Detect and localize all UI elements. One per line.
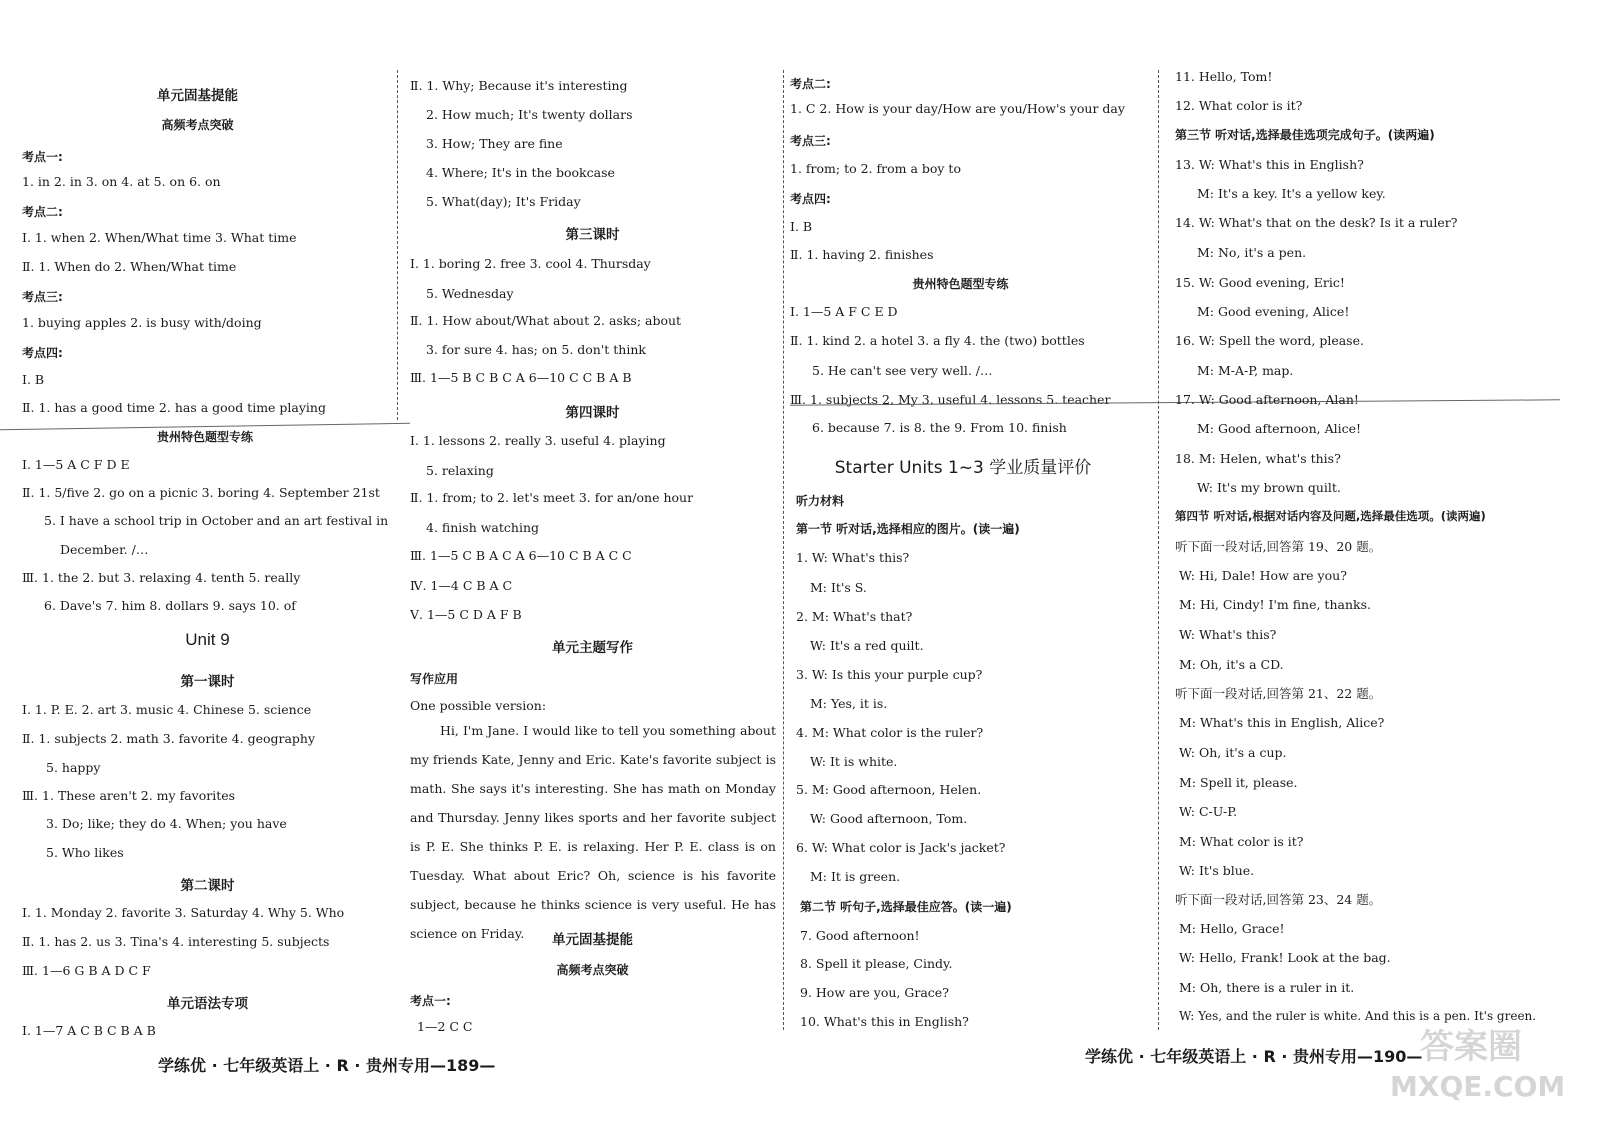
- dialog-2-intro: 听下面一段对话,回答第 21、22 题。: [1175, 686, 1382, 701]
- c3-kp2-answers: 1. C 2. How is your day/How are you/How's your day: [790, 101, 1125, 116]
- l1-answers-3: 5. happy: [46, 760, 101, 775]
- dialog-3-line-3: M: Oh, there is a ruler in it.: [1179, 980, 1355, 995]
- unit-9-title: Unit 9: [185, 630, 230, 649]
- c3-kp3-label: 考点三:: [790, 134, 831, 148]
- dialog-1-line-4: M: Oh, it's a CD.: [1179, 657, 1284, 672]
- q17-answer: M: Good afternoon, Alice!: [1197, 421, 1362, 436]
- q15: 15. W: Good evening, Eric!: [1175, 275, 1345, 290]
- watermark: [1390, 1015, 1580, 1110]
- kp4-answers-2: Ⅱ. 1. has a good time 2. has a good time playing: [22, 400, 326, 415]
- subheading-focus-2: 高频考点突破: [556, 963, 629, 977]
- q8: 8. Spell it please, Cindy.: [800, 956, 953, 971]
- subheading-focus: 高频考点突破: [161, 118, 234, 132]
- lesson-2-heading: 第二课时: [180, 878, 235, 894]
- l4-answers-2: 5. relaxing: [426, 463, 494, 478]
- gz-answers-3: 5. I have a school trip in October and an art festival in: [44, 513, 389, 528]
- column-3: [788, 0, 1143, 1128]
- q2: 2. M: What's that?: [796, 609, 913, 624]
- q5: 5. M: Good afternoon, Helen.: [796, 782, 982, 797]
- q1: 1. W: What's this?: [796, 550, 910, 565]
- watermark-top: 答案圈: [1420, 1027, 1522, 1067]
- writing-heading: 单元主题写作: [552, 640, 633, 656]
- kp1-label: 考点一:: [22, 150, 63, 164]
- gz-answers-1: Ⅰ. 1—5 A C F D E: [22, 457, 130, 472]
- q5-answer: W: Good afternoon, Tom.: [810, 811, 968, 826]
- dialog-1-line-2: M: Hi, Cindy! I'm fine, thanks.: [1179, 597, 1371, 612]
- lesson-4-heading: 第四课时: [565, 405, 620, 421]
- c2-kp1-label: 考点一:: [410, 994, 451, 1008]
- l3-answers-3: Ⅱ. 1. How about/What about 2. asks; about: [410, 313, 682, 328]
- q16-answer: M: M-A-P, map.: [1197, 363, 1294, 378]
- kp1-answers: 1. in 2. in 3. on 4. at 5. on 6. on: [22, 174, 221, 189]
- q14-answer: M: No, it's a pen.: [1197, 245, 1307, 260]
- q6: 6. W: What color is Jack's jacket?: [796, 840, 1006, 855]
- column-divider-1: [397, 70, 398, 420]
- watermark-bottom: MXQE.COM: [1390, 1070, 1566, 1103]
- q14: 14. W: What's that on the desk? Is it a ruler?: [1175, 215, 1458, 230]
- c3-subheading-guizhou: 贵州特色题型专练: [912, 277, 1009, 291]
- c3-kp4-answers-2: Ⅱ. 1. having 2. finishes: [790, 247, 934, 262]
- c2-answer-1: Ⅱ. 1. Why; Because it's interesting: [410, 78, 628, 93]
- l1-answers-5: 3. Do; like; they do 4. When; you have: [46, 816, 287, 831]
- kp2-label: 考点二:: [22, 205, 63, 219]
- c3-kp4-label: 考点四:: [790, 192, 831, 206]
- dialog-1-line-3: W: What's this?: [1179, 627, 1277, 642]
- q6-answer: M: It is green.: [810, 869, 901, 884]
- l2-answers-3: Ⅲ. 1—6 G B A D C F: [22, 963, 151, 978]
- dialog-1-intro: 听下面一段对话,回答第 19、20 题。: [1175, 539, 1382, 554]
- gz-answers-5: Ⅲ. 1. the 2. but 3. relaxing 4. tenth 5. really: [22, 570, 301, 585]
- dialog-2-line-3: M: Spell it, please.: [1179, 775, 1298, 790]
- gz-answers-2: Ⅱ. 1. 5/five 2. go on a picnic 3. boring 4. September 21st: [22, 485, 380, 500]
- dialog-2-line-4: W: C-U-P.: [1179, 804, 1238, 819]
- l4-answers-5: Ⅲ. 1—5 C B A C A 6—10 C B A C C: [410, 548, 632, 563]
- q18: 18. M: Helen, what's this?: [1175, 451, 1341, 466]
- c2-answer-5: 5. What(day); It's Friday: [426, 194, 581, 209]
- dialog-3-line-2: W: Hello, Frank! Look at the bag.: [1179, 950, 1391, 965]
- q13-answer: M: It's a key. It's a yellow key.: [1197, 186, 1386, 201]
- writing-app-label: 写作应用: [410, 672, 459, 686]
- c2-answer-3: 3. How; They are fine: [426, 136, 563, 151]
- q15-answer: M: Good evening, Alice!: [1197, 304, 1350, 319]
- c2-answer-2: 2. How much; It's twenty dollars: [426, 107, 633, 122]
- dialog-3-intro: 听下面一段对话,回答第 23、24 题。: [1175, 892, 1382, 907]
- q18-answer: W: It's my brown quilt.: [1197, 480, 1341, 495]
- gz-answers-6: 6. Dave's 7. him 8. dollars 9. says 10. of: [44, 598, 296, 613]
- heading-unit-review: 单元固基提能: [157, 88, 238, 104]
- l1-answers-1: Ⅰ. 1. P. E. 2. art 3. music 4. Chinese 5. science: [22, 702, 312, 717]
- c3-gz-answers-1: Ⅰ. 1—5 A F C E D: [790, 304, 898, 319]
- column-divider-3: [1158, 70, 1159, 1030]
- c3-gz-answers-5: 6. because 7. is 8. the 9. From 10. finish: [812, 420, 1067, 435]
- column-divider-2: [783, 70, 784, 1030]
- kp4-label: 考点四:: [22, 346, 63, 360]
- c3-gz-answers-4: Ⅲ. 1. subjects 2. My 3. useful 4. lessons 5. teacher: [790, 392, 1111, 407]
- grammar-heading: 单元语法专项: [167, 996, 248, 1012]
- q10: 10. What's this in English?: [800, 1014, 969, 1029]
- quality-evaluation-title: Starter Units 1~3 学业质量评价: [834, 458, 1092, 478]
- c2-kp1-answers: 1—2 C C: [417, 1019, 473, 1034]
- q11: 11. Hello, Tom!: [1175, 69, 1273, 84]
- c2-answer-4: 4. Where; It's in the bookcase: [426, 165, 615, 180]
- l4-answers-6: Ⅳ. 1—4 C B A C: [410, 578, 513, 593]
- section-3-label: 第三节 听对话,选择最佳选项完成句子。(读两遍): [1175, 128, 1435, 142]
- l4-answers-7: Ⅴ. 1—5 C D A F B: [410, 607, 522, 622]
- c3-gz-answers-3: 5. He can't see very well. /…: [812, 363, 993, 378]
- l3-answers-2: 5. Wednesday: [426, 286, 514, 301]
- c3-kp3-answers: 1. from; to 2. from a boy to: [790, 161, 961, 176]
- l3-answers-5: Ⅲ. 1—5 B C B C A 6—10 C C B A B: [410, 370, 632, 385]
- dialog-2-line-1: M: What's this in English, Alice?: [1179, 715, 1385, 730]
- dialog-2-line-5: M: What color is it?: [1179, 834, 1304, 849]
- q13: 13. W: What's this in English?: [1175, 157, 1364, 172]
- listening-label: 听力材料: [796, 494, 845, 508]
- l1-answers-4: Ⅲ. 1. These aren't 2. my favorites: [22, 788, 236, 803]
- section-4-label: 第四节 听对话,根据对话内容及问题,选择最佳选项。(读两遍): [1175, 509, 1486, 523]
- kp3-answers: 1. buying apples 2. is busy with/doing: [22, 315, 262, 330]
- section-1-label: 第一节 听对话,选择相应的图片。(读一遍): [796, 522, 1020, 536]
- kp4-answers-1: Ⅰ. B: [22, 372, 45, 387]
- q3-answer: M: Yes, it is.: [810, 696, 888, 711]
- q1-answer: M: It's S.: [810, 580, 867, 595]
- sample-essay: Hi, I'm Jane. I would like to tell you something about my friends Kate, Jenny and Eric. Kate's favorite subject is math. She says it's interesting. She has math on Monday and Thursday. Jenny likes sports and her favorite subject is P. E. She thinks P. E. is relaxing. Her P. E. class is on Tuesday. What about Eric? Oh, science is his favorite subject, because he thinks science is very useful. He has science on Friday.: [410, 723, 776, 941]
- q7: 7. Good afternoon!: [800, 928, 920, 943]
- q9: 9. How are you, Grace?: [800, 985, 949, 1000]
- heading-unit-review-2: 单元固基提能: [552, 932, 633, 948]
- column-1: [0, 0, 395, 1128]
- column-4: [1165, 0, 1585, 1128]
- kp2-answers-1: Ⅰ. 1. when 2. When/What time 3. What time: [22, 230, 297, 245]
- dialog-2-line-2: W: Oh, it's a cup.: [1179, 745, 1287, 760]
- c3-kp2-label: 考点二:: [790, 77, 831, 91]
- section-2-label: 第二节 听句子,选择最佳应答。(读一遍): [800, 900, 1012, 914]
- q17: 17. W: Good afternoon, Alan!: [1175, 392, 1359, 407]
- column-2: [405, 0, 785, 1128]
- dialog-3-line-1: M: Hello, Grace!: [1179, 921, 1285, 936]
- dialog-1-line-1: W: Hi, Dale! How are you?: [1179, 568, 1347, 583]
- l2-answers-2: Ⅱ. 1. has 2. us 3. Tina's 4. interesting 5. subjects: [22, 934, 330, 949]
- l3-answers-4: 3. for sure 4. has; on 5. don't think: [426, 342, 646, 357]
- kp3-label: 考点三:: [22, 290, 63, 304]
- gz-answers-4: December. /…: [60, 542, 149, 557]
- l1-answers-2: Ⅱ. 1. subjects 2. math 3. favorite 4. geography: [22, 731, 316, 746]
- q2-answer: W: It's a red quilt.: [810, 638, 924, 653]
- q16: 16. W: Spell the word, please.: [1175, 333, 1364, 348]
- l4-answers-1: Ⅰ. 1. lessons 2. really 3. useful 4. playing: [410, 433, 666, 448]
- l2-answers-1: Ⅰ. 1. Monday 2. favorite 3. Saturday 4. Why 5. Who: [22, 905, 345, 920]
- c3-gz-answers-2: Ⅱ. 1. kind 2. a hotel 3. a fly 4. the (two) bottles: [790, 333, 1085, 348]
- q4-answer: W: It is white.: [810, 754, 898, 769]
- l4-answers-3: Ⅱ. 1. from; to 2. let's meet 3. for an/one hour: [410, 490, 694, 505]
- grammar-answers: Ⅰ. 1—7 A C B C B A B: [22, 1023, 156, 1038]
- l3-answers-1: Ⅰ. 1. boring 2. free 3. cool 4. Thursday: [410, 256, 651, 271]
- dialog-3-line-4: W: Yes, and the ruler is white. And this is a pen. It's green.: [1179, 1009, 1537, 1023]
- q3: 3. W: Is this your purple cup?: [796, 667, 983, 682]
- footer-left: 学练优 · 七年级英语上 · R · 贵州专用—189—: [158, 1056, 496, 1075]
- kp2-answers-2: Ⅱ. 1. When do 2. When/What time: [22, 259, 237, 274]
- version-label: One possible version:: [410, 698, 547, 713]
- footer-right: 学练优 · 七年级英语上 · R · 贵州专用—190—: [1085, 1047, 1423, 1066]
- q12: 12. What color is it?: [1175, 98, 1303, 113]
- q4: 4. M: What color is the ruler?: [796, 725, 984, 740]
- lesson-1-heading: 第一课时: [180, 674, 235, 690]
- l1-answers-6: 5. Who likes: [46, 845, 124, 860]
- subheading-guizhou: 贵州特色题型专练: [156, 430, 253, 444]
- l4-answers-4: 4. finish watching: [426, 520, 540, 535]
- dialog-2-line-6: W: It's blue.: [1179, 863, 1255, 878]
- lesson-3-heading: 第三课时: [565, 227, 620, 243]
- c3-kp4-answers-1: Ⅰ. B: [790, 219, 813, 234]
